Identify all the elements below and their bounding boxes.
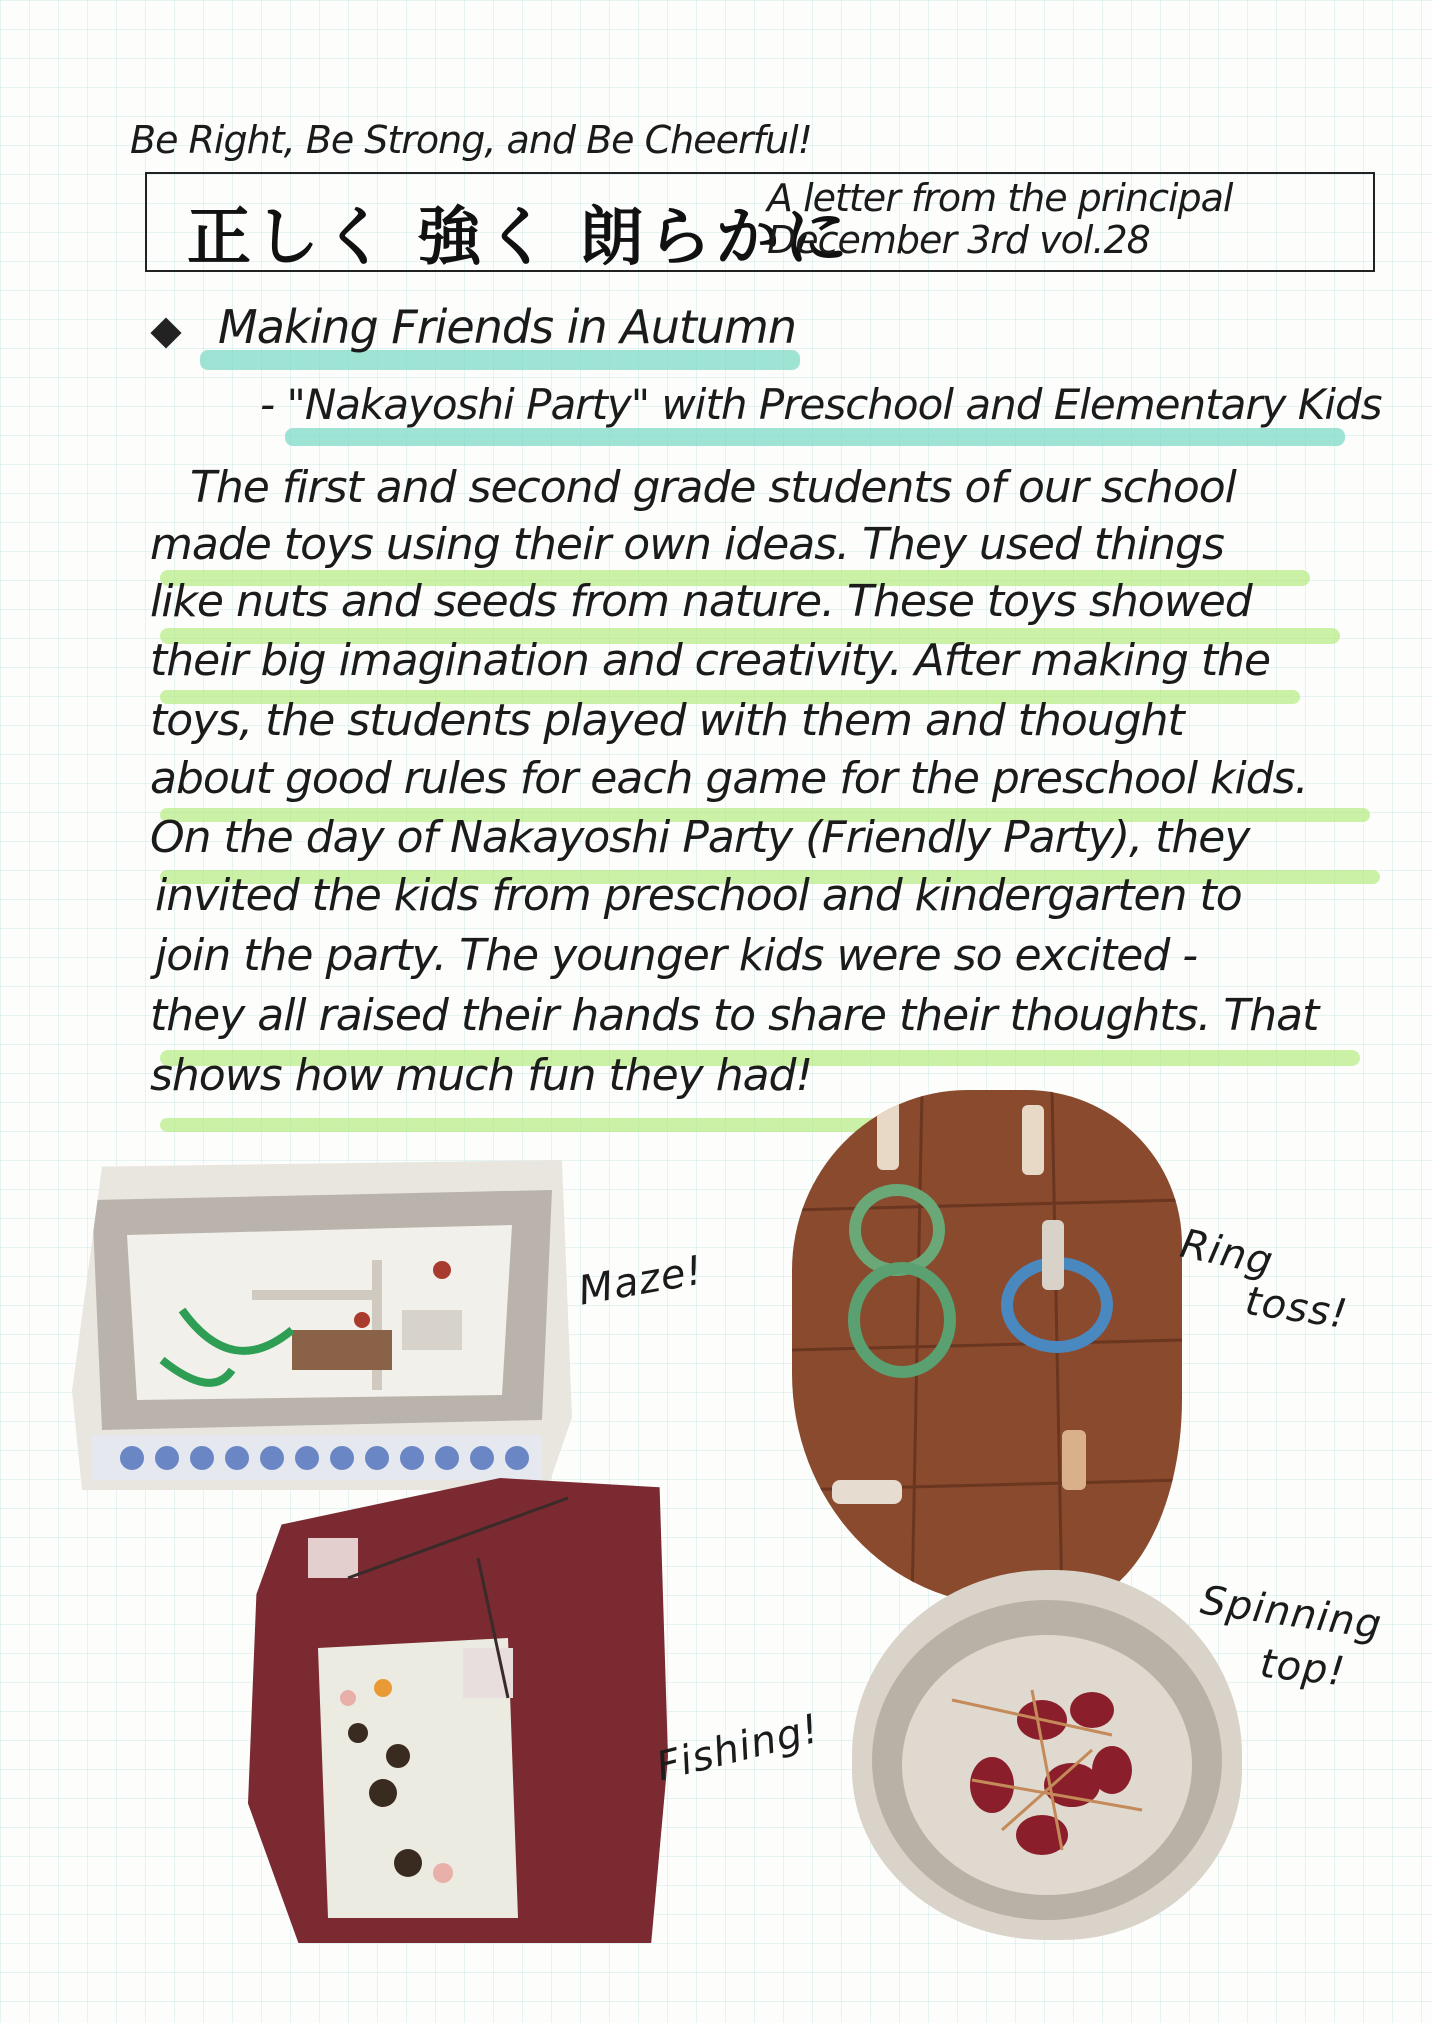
body-line: like nuts and seeds from nature. These toys showed [150, 576, 1252, 627]
caption-spinning-2: top! [1257, 1640, 1348, 1696]
body-line: about good rules for each game for the preschool kids. [150, 753, 1308, 804]
body-line: join the party. The younger kids were so excited - [155, 930, 1198, 981]
motto-english: Be Right, Be Strong, and Be Cheerful! [130, 118, 812, 162]
body-line: toys, the students played with them and thought [150, 695, 1184, 746]
ring-toss-photo [792, 1090, 1182, 1605]
body-line: The first and second grade students of our school [190, 462, 1236, 513]
caption-ring-toss-2: toss! [1242, 1278, 1351, 1338]
article-subheading: - "Nakayoshi Party" with Preschool and Elementary Kids [260, 380, 1382, 429]
title-box [145, 172, 1375, 275]
body-line: their big imagination and creativity. After making the [150, 635, 1271, 686]
caption-ring-toss-1: Ring [1176, 1220, 1278, 1286]
body-line: shows how much fun they had! [150, 1050, 813, 1101]
maze-photo [72, 1160, 572, 1490]
article-heading: Making Friends in Autumn [218, 300, 796, 354]
title-japanese: 正しく 強く 朗らかに [187, 200, 852, 275]
date-volume: December 3rd vol.28 [767, 218, 1150, 262]
caption-maze: Maze! [574, 1247, 707, 1315]
fishing-photo [248, 1478, 668, 1943]
letter-subtitle: A letter from the principal [767, 176, 1233, 220]
caption-fishing: Fishing! [651, 1705, 825, 1791]
body-line: made toys using their own ideas. They used things [150, 519, 1224, 570]
body-line: they all raised their hands to share their thoughts. That [150, 990, 1319, 1041]
subheading-highlight [285, 428, 1345, 446]
diamond-bullet-icon [150, 317, 181, 348]
body-line: On the day of Nakayoshi Party (Friendly Party), they [150, 812, 1250, 863]
body-highlight [160, 1118, 920, 1132]
spinning-top-photo [852, 1570, 1242, 1940]
caption-spinning-1: Spinning [1197, 1577, 1385, 1649]
body-line: invited the kids from preschool and kindergarten to [155, 870, 1242, 921]
